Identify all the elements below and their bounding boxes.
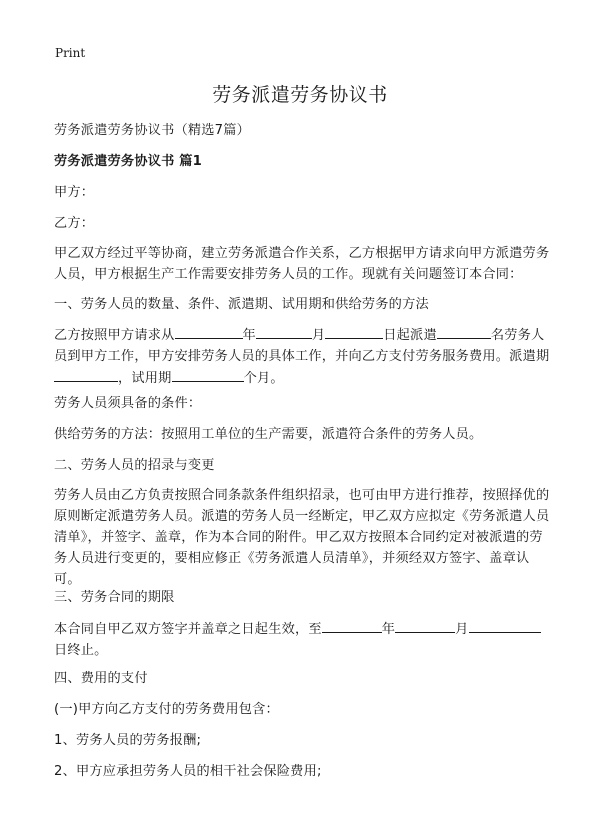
party-a-label: 甲方： [54, 185, 95, 200]
document-subtitle: 劳务派遣劳务协议书（精选7篇） [54, 123, 251, 138]
blank-field [172, 367, 244, 382]
text-segment: 月 [455, 622, 469, 637]
party-b-label: 乙方： [54, 216, 95, 231]
blank-field [175, 324, 243, 339]
blank-field [395, 618, 455, 633]
print-link[interactable]: Print [55, 46, 86, 60]
clause-heading-1: 一、劳务人员的数量、条件、派遣期、试用期和供给劳务的方法 [54, 297, 429, 312]
text-segment: 年 [381, 622, 396, 637]
intro-paragraph: 甲乙双方经过平等协商，建立劳务派遣合作关系，乙方根据甲方请求向甲方派遣劳务人员，甲方根据生产工作需要安排劳务人员的工作。现就有关问题签订本合同： [54, 246, 550, 282]
text-segment: 本合同自甲乙双方签字并盖章之日起生效，至 [54, 622, 322, 637]
clause-heading-4: 四、费用的支付 [54, 671, 148, 686]
fee-list-intro: (一)甲方向乙方支付的劳务费用包含： [54, 702, 279, 717]
text-segment: 月 [311, 328, 326, 343]
document-title: 劳务派遣劳务协议书 [212, 84, 388, 106]
blank-field [469, 618, 541, 633]
fee-item-2: 2、甲方应承担劳务人员的相干社会保险费用; [54, 764, 322, 779]
clause-heading-3: 三、劳务合同的期限 [54, 590, 175, 605]
text-segment: 日起派遣 [383, 328, 437, 343]
clause-heading-2: 二、劳务人员的招录与变更 [54, 458, 215, 473]
text-segment: 个月。 [243, 371, 284, 386]
text-segment: 年 [242, 328, 256, 343]
blank-field [322, 618, 382, 633]
fee-item-1: 1、劳务人员的劳务报酬; [54, 733, 202, 748]
supply-method-paragraph: 供给劳务的方法：按照用工单位的生产需要，派遣符合条件的劳务人员。 [54, 427, 483, 442]
clause-1-paragraph [54, 324, 550, 389]
blank-field [256, 324, 312, 339]
clause-3-paragraph [54, 618, 550, 661]
text-segment: 名劳务人员到甲方工作，甲方安排劳务人员的具体工作，并向乙方支付劳务服务费用。派遣期 [54, 328, 550, 364]
clause-2-paragraph: 劳务人员由乙方负责按照合同条款条件组织招录，也可由甲方进行推荐，按照择优的原则断定派遣劳务人员。派遣的劳务人员一经断定，甲乙双方应拟定《劳务派遣人员清单》，并签字、盖章，作为本合同的附件。甲乙双方按照本合同约定对被派遣的劳务人员进行变更的，要相应修正《劳务派遣人员清单》，并须经双方签字、盖章认可。 [54, 488, 550, 587]
text-segment: 日终止。 [54, 643, 108, 658]
section-heading: 劳务派遣劳务协议书 篇1 [54, 154, 203, 169]
text-segment: ，试用期 [118, 371, 172, 386]
text-segment: 乙方按照甲方请求从 [54, 328, 175, 343]
blank-field [54, 367, 118, 382]
conditions-paragraph: 劳务人员须具备的条件： [54, 396, 202, 411]
blank-field [325, 324, 383, 339]
blank-field [437, 324, 491, 339]
